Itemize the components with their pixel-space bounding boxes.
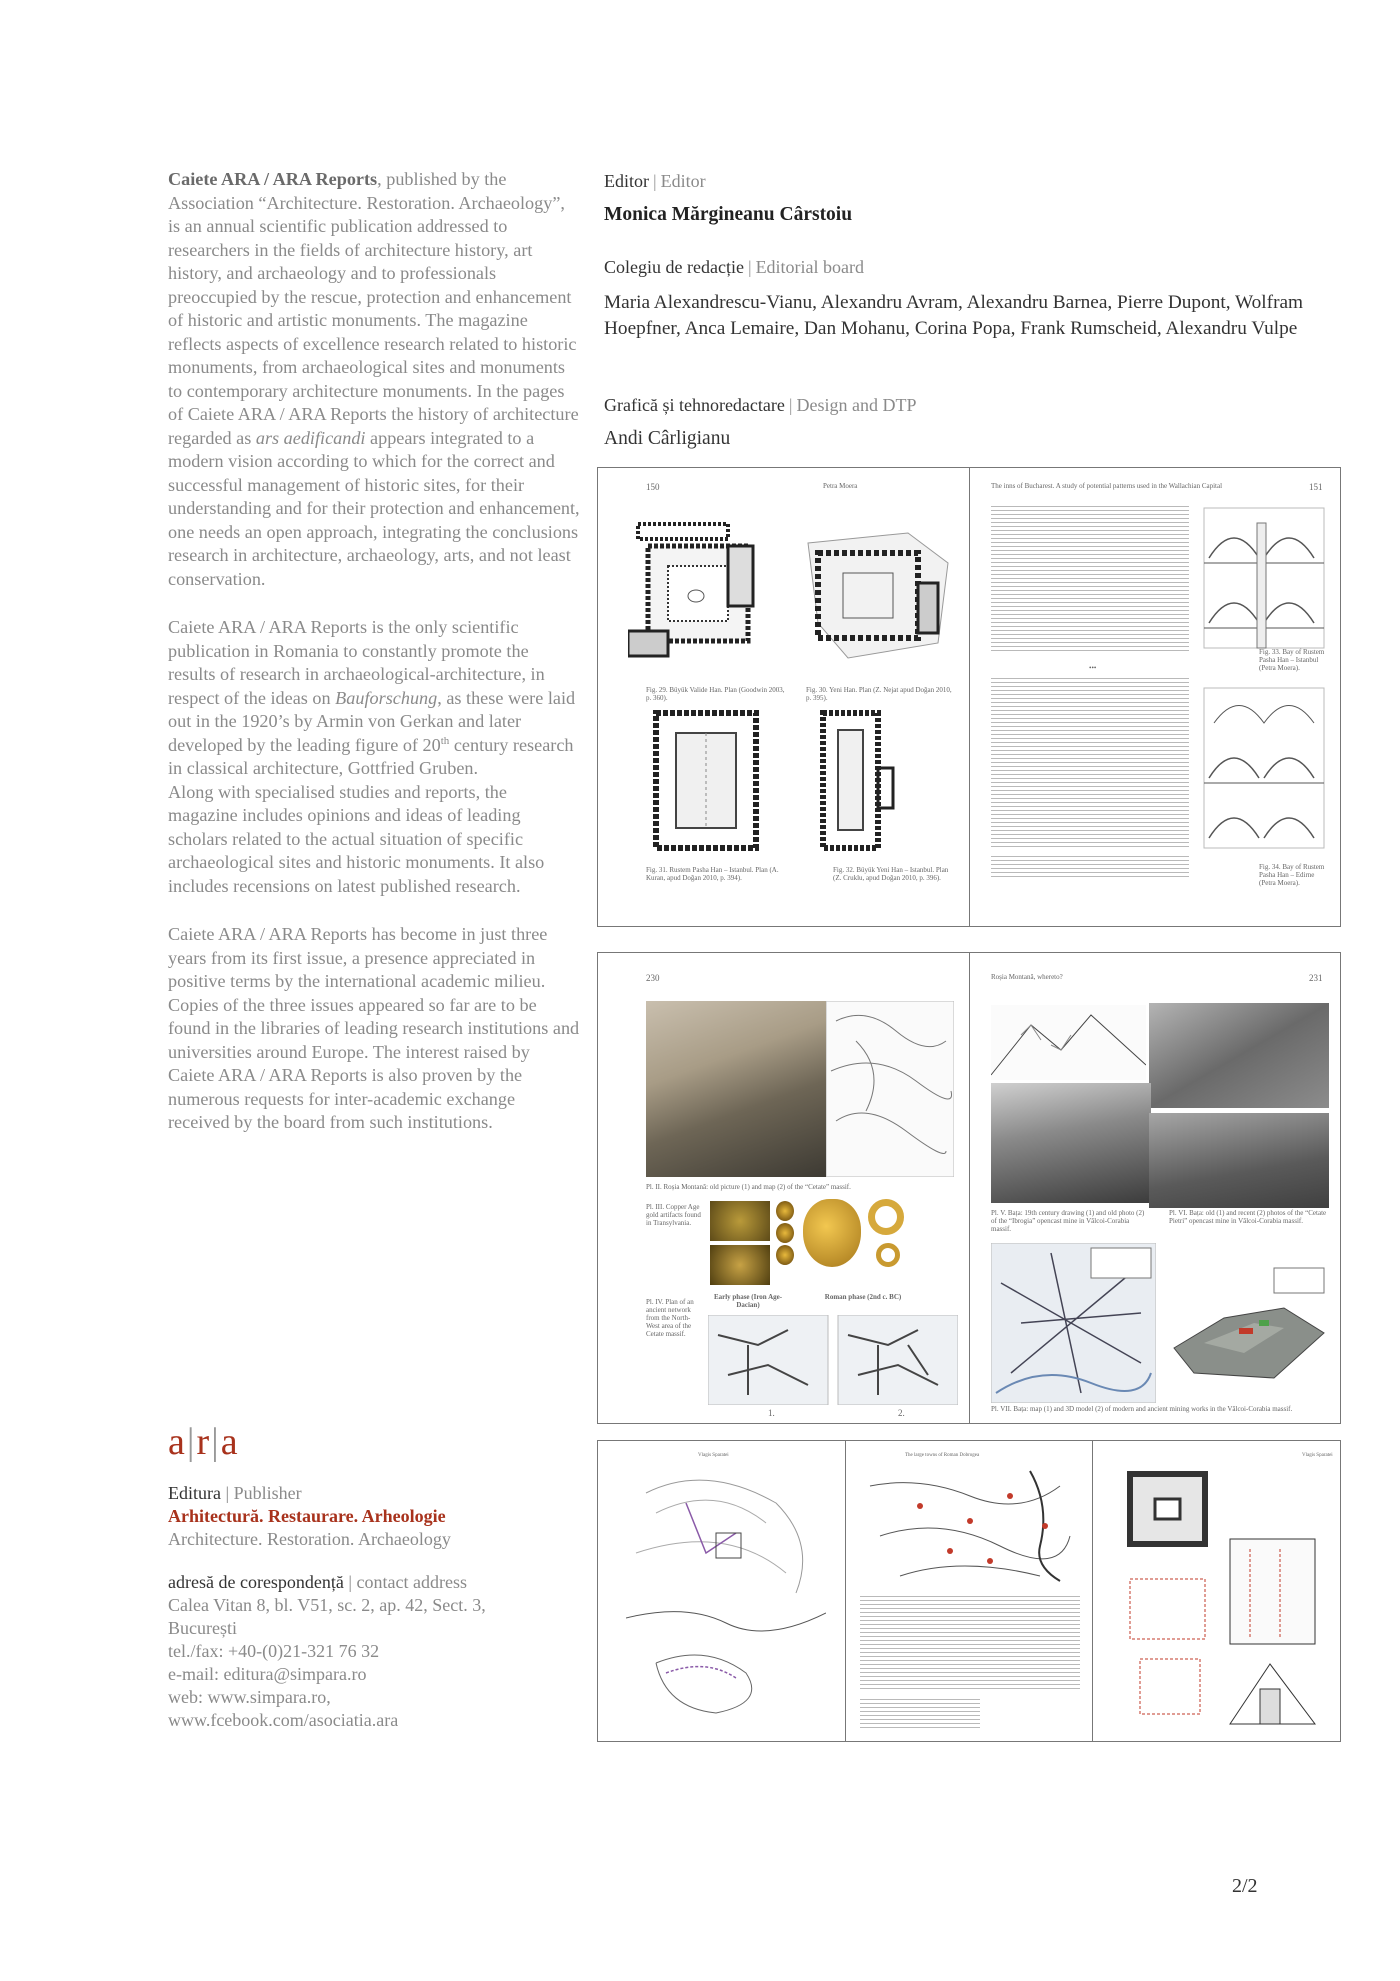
- spread-1: [597, 467, 1341, 927]
- separator: |: [653, 171, 657, 191]
- publisher-name-en: Architecture. Restoration. Archaeology: [168, 1529, 451, 1549]
- gold-artifact-photo: [776, 1223, 794, 1243]
- logo-letter: r: [196, 1421, 212, 1463]
- footnote-block: [860, 1699, 980, 1731]
- address-label-ro: adresă de corespondență: [168, 1572, 344, 1592]
- publisher-block: [168, 1482, 588, 1732]
- intro-text-run: century research in classical architecture, Gottfried Gruben.: [168, 734, 574, 778]
- site-plan-figure: [626, 1463, 826, 1728]
- intro-paragraph-3: [168, 923, 580, 1135]
- intro-text-run: appears integrated to a modern vision according to which for the correct and successful management of historic sites, for their understanding and for their protection and enhancement, one needs an open approach, integrating the conclusions research in architecture, archaeology, arts, and not least conservation.: [168, 427, 580, 589]
- gold-artifact-photo: [710, 1245, 770, 1285]
- publisher-label-ro: Editura: [168, 1483, 221, 1503]
- spread-3: [597, 1440, 1341, 1742]
- ara-logo: [168, 1420, 240, 1464]
- address-city: București: [168, 1618, 237, 1638]
- board-label-en: Editorial board: [755, 257, 865, 277]
- spread-3-page-1: [598, 1441, 846, 1741]
- mountain-photo: [646, 1001, 826, 1177]
- editor-label-en: Editor: [660, 171, 706, 191]
- figure-caption: Pl. II. Roșia Montană: old picture (1) and map (2) of the “Cetate” massif.: [646, 1183, 851, 1191]
- body-text-block: [991, 506, 1189, 651]
- phase-label: Roman phase (2nd c. BC): [824, 1293, 902, 1301]
- logo-separator: |: [211, 1421, 221, 1463]
- gold-ring-photo: [876, 1243, 900, 1267]
- page-number: 151: [1309, 482, 1323, 492]
- page-number: 231: [1309, 973, 1323, 983]
- intro-text-run: , published by the Association “Architecture. Restoration. Archaeology”, is an annual scientific publication addressed to researchers in the fields of architecture history, art history, and archaeology and to professionals preoccupied by the rescue, protection and enhancement of historic and artistic monuments. The magazine reflects aspects of excellence research related to historic monuments, from archaeological sites and monuments to contemporary architecture monuments. In the pages of Caiete ARA / ARA Reports the history of architecture regarded as: [168, 169, 579, 448]
- editor-label: [604, 171, 706, 192]
- design-label-en: Design and DTP: [796, 395, 917, 415]
- superscript: th: [440, 734, 450, 747]
- intro-paragraph-2: [168, 616, 580, 898]
- terrain-3d-model: [1164, 1248, 1329, 1403]
- page-number-footer: 2/2: [1232, 1875, 1258, 1897]
- building-plan-figure: [648, 708, 768, 853]
- figure-caption: Fig. 30. Yeni Han. Plan (Z. Nejat apud Doğan 2010, p. 395).: [806, 686, 952, 702]
- email-link[interactable]: e-mail: editura@simpara.ro: [168, 1664, 367, 1684]
- body-text-block: [991, 678, 1189, 848]
- panel-number: 2.: [898, 1408, 905, 1418]
- logo-separator: |: [186, 1421, 197, 1463]
- editor-name: Monica Mărgineanu Cârstoiu: [604, 204, 853, 225]
- figure-caption: Pl. VI. Bața: old (1) and recent (2) photos of the “Cetate Pietri” opencast mine in Vâlcoi-Corabia massif.: [1169, 1209, 1327, 1225]
- journal-name: Caiete ARA / ARA Reports: [168, 169, 378, 189]
- figure-caption: Fig. 31. Rustem Pasha Han – Istanbul. Plan (A. Kuran, apud Doğan 2010, p. 394).: [646, 866, 779, 882]
- logo-letter: a: [168, 1421, 187, 1463]
- figure-caption: Fig. 34. Bay of Rustem Pasha Han – Edirne (Petra Moera).: [1259, 863, 1325, 887]
- intro-text-run: Caiete ARA / ARA Reports has become in just three years from its first issue, a presence appreciated in positive terms by the international academic milieu. Copies of the three issues appeared so far are to be found in the libraries of leading research institutions and universities around Europe. The interest raised by Caiete ARA / ARA Reports is also proven by the numerous requests for inter-academic exchange received by the board from such institutions.: [168, 924, 580, 1132]
- board-members: Maria Alexandrescu-Vianu, Alexandru Avram, Alexandru Barnea, Pierre Dupont, Wolfram Hoepfner, Anca Lemaire, Dan Mohanu, Corina Popa, Frank Rumscheid, Alexandru Vulpe: [604, 292, 1304, 339]
- intro-paragraph-1: [168, 168, 580, 591]
- separator: |: [788, 395, 793, 415]
- spread-3-page-2: [845, 1441, 1093, 1741]
- running-header: The large towns of Roman Dobrogea: [905, 1453, 980, 1458]
- building-plan-figure: [628, 516, 778, 661]
- separator: |: [225, 1483, 230, 1503]
- intro-text-run: Caiete ARA / ARA Reports is the only scientific publication in Romania to constantly promote the results of research in archaeological-architecture, in respect of the ideas on: [168, 617, 545, 708]
- spread-2-right-page: [969, 953, 1340, 1423]
- phone-number: tel./fax: +40-(0)21-321 76 32: [168, 1641, 380, 1661]
- running-header: Vlagis Sparatei: [1302, 1453, 1333, 1458]
- page-number: 230: [646, 973, 660, 983]
- spread-2: [597, 952, 1341, 1424]
- spread-1-left-page: [598, 468, 970, 926]
- mining-works-map: [991, 1243, 1156, 1403]
- facebook-link[interactable]: www.fcebook.com/asociatia.ara: [168, 1710, 399, 1730]
- running-header: The inns of Bucharest. A study of potential patterns used in the Wallachian Capital: [991, 482, 1223, 490]
- ars-aedificandi: ars aedificandi: [255, 427, 366, 448]
- separator: |: [348, 1572, 353, 1592]
- gold-pendant-photo: [803, 1199, 861, 1267]
- figure-caption: Fig. 33. Bay of Rustem Pasha Han – Istanbul (Petra Moera).: [1259, 648, 1325, 672]
- quarry-photo: [1149, 1003, 1329, 1108]
- gold-artifact-photo: [776, 1201, 794, 1221]
- historic-drawing: [991, 1005, 1146, 1080]
- footnote-block: [991, 856, 1189, 878]
- running-header: Roșia Montană, whereto?: [991, 973, 1063, 981]
- design-label: [604, 395, 917, 416]
- spread-2-left-page: [598, 953, 970, 1423]
- intro-text-run: , as these were laid out in the 1920’s by Armin von Gerkan and later developed by the leading figure of 20: [168, 687, 576, 755]
- arcade-elevation-figure: [1199, 683, 1329, 853]
- panel-number: 1.: [768, 1408, 775, 1418]
- spread-3-page-3: [1092, 1441, 1340, 1741]
- address-label-en: contact address: [356, 1572, 467, 1592]
- topographic-map: [826, 1001, 954, 1177]
- forest-photo: [1149, 1113, 1329, 1208]
- bauforschung: Bauforschung: [335, 687, 438, 708]
- gold-artifact-photo: [776, 1245, 794, 1265]
- region-map-figure: [860, 1466, 1080, 1586]
- valley-photo: [991, 1083, 1151, 1203]
- publisher-info: [168, 1482, 588, 1551]
- separator: |: [747, 257, 752, 277]
- mining-network-plans: [708, 1315, 958, 1405]
- gold-artifact-photo: [710, 1201, 770, 1241]
- page-number: 150: [646, 482, 660, 492]
- arcade-elevation-figure: [1199, 503, 1329, 653]
- gold-ring-photo: [868, 1199, 904, 1235]
- spread-1-right-page: The inns of Bucharest. A study of potential patterns used in the Wallachian Capital 151 ••• Fig. 33. Bay of Rustem Pasha Han – Istanbul (Petra Moera). Fig. 34. Bay of Rustem Pasha Han – Edirne (Petra Moera).: [969, 468, 1340, 926]
- running-header: Petra Moera: [823, 482, 858, 490]
- body-text-block: [860, 1596, 1080, 1691]
- editor-label-ro: Editor: [604, 171, 649, 191]
- figure-caption: Pl. V. Bața: 19th century drawing (1) and old photo (2) of the “Ibrogia” opencast mine in Vâlcoi-Corabia massif.: [991, 1209, 1145, 1233]
- figure-caption: Pl. III. Copper Age gold artifacts found in Transylvania.: [646, 1203, 701, 1227]
- figure-caption: Fig. 32. Büyük Yeni Han – Istanbul. Plan (Z. Cruklu, apud Doğan 2010, p. 396).: [833, 866, 949, 882]
- figure-caption: Pl. VII. Bața: map (1) and 3D model (2) of modern and ancient mining works in the Vâlcoi-Corabia massif.: [991, 1405, 1293, 1413]
- design-label-ro: Grafică și tehnoredactare: [604, 395, 785, 415]
- publisher-label-en: Publisher: [233, 1483, 302, 1503]
- logo-letter: a: [220, 1421, 240, 1463]
- contact-info: [168, 1571, 588, 1732]
- intro-text: [168, 168, 580, 1160]
- board-label: [604, 257, 864, 278]
- intro-text-run: Along with specialised studies and reports, the magazine includes opinions and ideas of leading scholars related to the actual situation of specific archaeological sites and historic monuments. It also includes recensions on latest published research.: [168, 781, 545, 896]
- board-label-ro: Colegiu de redacție: [604, 257, 744, 277]
- designer-name: Andi Cârligianu: [604, 428, 731, 449]
- phase-label: Early phase (Iron Age-Dacian): [713, 1293, 783, 1309]
- publisher-name-ro: Arhitectură. Restaurare. Arheologie: [168, 1506, 446, 1526]
- running-header: Vlagis Sparatei: [698, 1453, 729, 1458]
- tower-plans-figure: [1110, 1469, 1335, 1729]
- building-plan-figure: [818, 708, 898, 853]
- website-link[interactable]: web: www.simpara.ro,: [168, 1687, 331, 1707]
- figure-caption: Fig. 29. Büyük Valide Han. Plan (Goodwin 2003, p. 360).: [646, 686, 785, 702]
- address-line: Calea Vitan 8, bl. V51, sc. 2, ap. 42, Sect. 3,: [168, 1595, 486, 1615]
- figure-caption: Pl. IV. Plan of an ancient network from the North-West area of the Cetate massif.: [646, 1298, 694, 1338]
- building-plan-figure: [788, 523, 958, 663]
